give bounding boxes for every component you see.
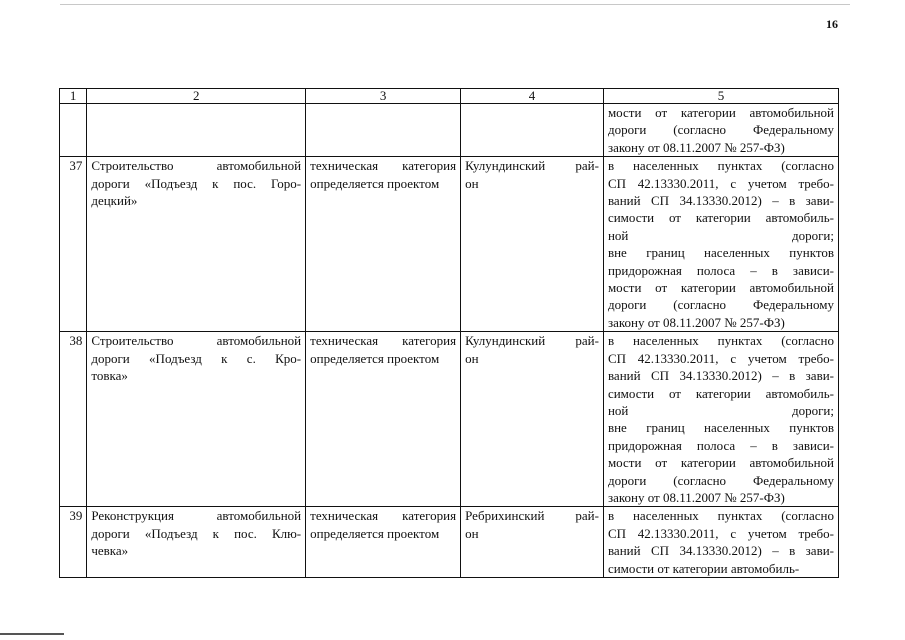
cell-line: Строительство автомобильной <box>91 158 302 174</box>
cell-line: определяется проектом <box>310 175 440 191</box>
district-cell <box>461 507 604 578</box>
cell-line: в населенных пунктах (согласно <box>607 508 834 524</box>
road-name-cell <box>87 332 306 507</box>
category-cell <box>306 104 461 157</box>
header-cell-3: 3 <box>306 89 461 104</box>
cell-line: симости от категории автомобиль- <box>607 385 834 401</box>
cell-line: техническая категория <box>310 158 457 174</box>
cell-line: дороги «Подъезд к пос. Клю- <box>91 525 302 541</box>
table-body <box>60 104 839 578</box>
header-cell-5: 5 <box>603 89 838 104</box>
cell-line: СП 42.13330.2011, с учетом требо- <box>607 525 834 541</box>
cell-line: определяется проектом <box>310 350 440 366</box>
cell-line: СП 42.13330.2011, с учетом требо- <box>607 175 834 191</box>
cell-line: в населенных пунктах (согласно <box>607 333 834 349</box>
table-row <box>60 157 839 332</box>
cell-line: он <box>465 525 479 541</box>
cell-line: ваний СП 34.13330.2012) – в зави- <box>607 543 834 559</box>
cell-line: он <box>465 175 479 191</box>
header-cell-2: 2 <box>87 89 306 104</box>
document-table <box>59 88 839 578</box>
cell-line: ной дороги; <box>607 227 834 243</box>
row-number-cell <box>60 104 87 157</box>
cell-line: техническая категория <box>310 333 457 349</box>
row-number-cell: 39 <box>60 507 87 578</box>
table-row <box>60 332 839 507</box>
cell-line: придорожная полоса – в зависи- <box>607 437 834 453</box>
cell-line: определяется проектом <box>310 525 440 541</box>
cell-line: ваний СП 34.13330.2012) – в зави- <box>607 193 834 209</box>
cell-line: в населенных пунктах (согласно <box>607 158 834 174</box>
zone-cell <box>603 104 838 157</box>
cell-line: мости от категории автомобильной <box>607 455 834 471</box>
category-cell <box>306 332 461 507</box>
cell-line: товка» <box>91 368 128 384</box>
row-number-cell: 37 <box>60 157 87 332</box>
cell-line: вне границ населенных пунктов <box>607 420 834 436</box>
district-cell <box>461 332 604 507</box>
district-cell <box>461 157 604 332</box>
header-cell-4: 4 <box>461 89 604 104</box>
row-number-cell: 38 <box>60 332 87 507</box>
cell-line: мости от категории автомобильной <box>607 280 834 296</box>
cell-line: симости от категории автомобиль- <box>607 210 834 226</box>
cell-line: закону от 08.11.2007 № 257-ФЗ) <box>607 489 785 505</box>
cell-line: дороги «Подъезд к с. Кро- <box>91 350 302 366</box>
cell-line: мости от категории автомобильной <box>607 105 834 120</box>
cell-line: придорожная полоса – в зависи- <box>607 262 834 278</box>
cell-line: дороги (согласно Федеральному <box>607 122 834 138</box>
table-row <box>60 104 839 157</box>
cell-line: Строительство автомобильной <box>91 333 302 349</box>
zone-cell <box>603 507 838 578</box>
cell-line: закону от 08.11.2007 № 257-ФЗ) <box>607 314 785 330</box>
cell-line: чевка» <box>91 543 129 559</box>
cell-line: дороги «Подъезд к пос. Горо- <box>91 175 302 191</box>
cell-line: дороги (согласно Федеральному <box>607 472 834 488</box>
road-name-cell <box>87 104 306 157</box>
bottom-scan-mark <box>0 633 64 635</box>
cell-line: закону от 08.11.2007 № 257-ФЗ) <box>607 139 785 155</box>
header-cell-1: 1 <box>60 89 87 104</box>
cell-line: Кулундинский рай- <box>465 158 599 174</box>
road-name-cell <box>87 157 306 332</box>
cell-line: вне границ населенных пунктов <box>607 245 834 261</box>
zone-cell <box>603 157 838 332</box>
cell-line: симости от категории автомобиль- <box>607 560 800 576</box>
zone-cell <box>603 332 838 507</box>
category-cell <box>306 157 461 332</box>
cell-line: децкий» <box>91 193 138 209</box>
top-scan-rule <box>60 4 850 5</box>
cell-line: дороги (согласно Федеральному <box>607 297 834 313</box>
page-number: 16 <box>826 17 838 31</box>
cell-line: СП 42.13330.2011, с учетом требо- <box>607 350 834 366</box>
district-cell <box>461 104 604 157</box>
cell-line: Реконструкция автомобильной <box>91 508 302 524</box>
cell-line: ваний СП 34.13330.2012) – в зави- <box>607 368 834 384</box>
cell-line: он <box>465 350 479 366</box>
cell-line: техническая категория <box>310 508 457 524</box>
cell-line: Кулундинский рай- <box>465 333 599 349</box>
cell-line: ной дороги; <box>607 402 834 418</box>
road-name-cell <box>87 507 306 578</box>
table-row <box>60 507 839 578</box>
category-cell <box>306 507 461 578</box>
cell-line: Ребрихинский рай- <box>465 508 599 524</box>
header-row <box>60 89 839 104</box>
